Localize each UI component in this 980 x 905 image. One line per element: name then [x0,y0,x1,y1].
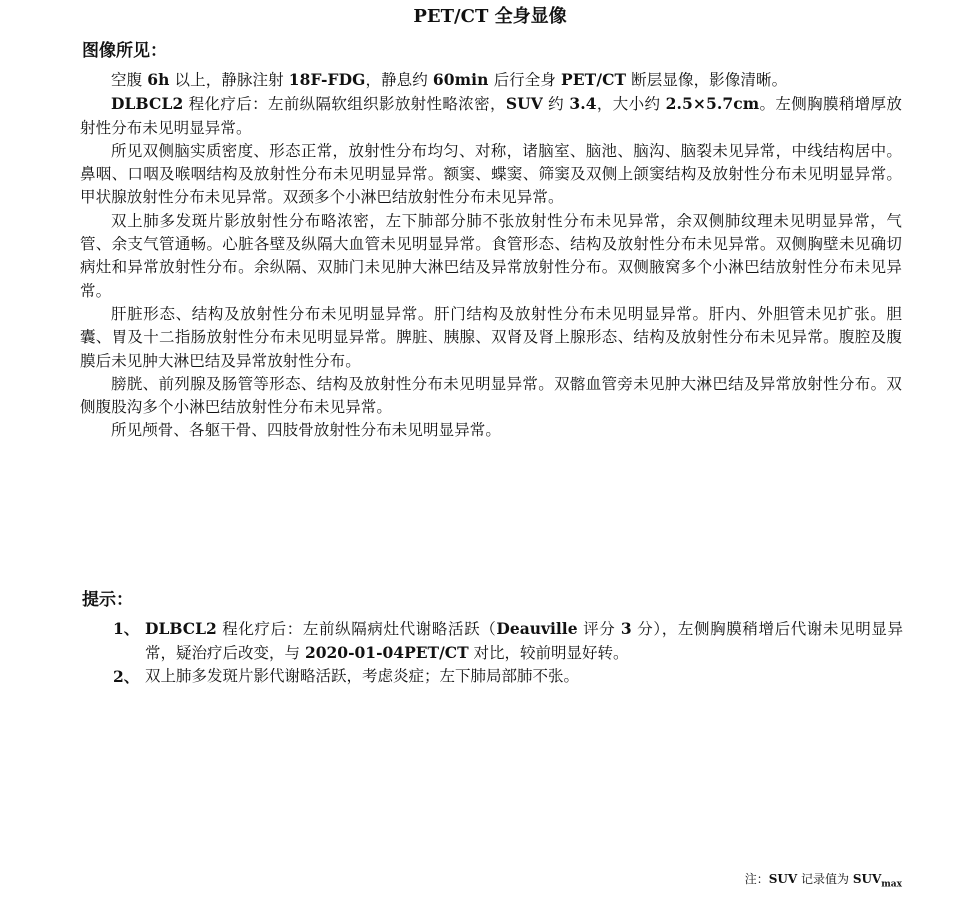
footnote-metric: SUV [768,872,798,886]
bold-run: 2020-01-04PET/CT [304,643,469,662]
bold-run: 3 [620,619,632,638]
bold-run: 18F-FDG [288,70,366,89]
text-run: 分），左侧胸膜稍增后代谢未见明显异常，疑治疗后改变，与 [145,620,903,662]
bold-run: DLBCL2 [111,94,184,114]
text-run: 膀胱、前列腺及肠管等形态、结构及放射性分布未见明显异常。双髂血管旁未见肿大淋巴结及异常放射性分布。双侧腹股沟多个小淋巴结放射性分布未见异常。 [80,374,902,417]
hint-item [113,617,903,665]
bold-run: 2.5×5.7cm [665,94,760,114]
text-run: 程化疗后：左前纵隔软组织影放射性略浓密， [183,95,506,114]
hint-text [145,665,903,688]
text-run: ，静息约 [365,71,433,89]
report-title: PET/CT 全身显像 [413,6,567,27]
footnote-middle: 记录值为 [797,872,853,886]
text-run: 评分 [577,620,621,638]
findings-heading: 图像所见： [82,41,167,61]
bold-run: 6h [147,70,170,89]
hint-heading: 提示： [82,590,133,610]
bold-run: DLBCL2 [145,619,217,638]
bold-run: 3.4 [569,94,597,114]
hint-text [145,617,903,665]
findings-paragraph [80,68,902,92]
text-run: 双上肺多发斑片影代谢略活跃，考虑炎症；左下肺局部肺不张。 [145,667,580,685]
hint-number: 1、 [113,619,140,638]
text-run: 所见双侧脑实质密度、形态正常，放射性分布均匀、对称，诸脑室、脑池、脑沟、脑裂未见异常，中线结构居中。鼻咽、口咽及喉咽结构及放射性分布未见明显异常。额窦、蝶窦、筛窦及双侧上颌窦结构及放射性分布未见明显异常。甲状腺放射性分布未见异常。双颈多个小淋巴结放射性分布未见异常。 [80,141,902,207]
findings-paragraph [80,140,902,210]
findings-paragraph [80,419,902,442]
bold-run: 60min [432,70,489,89]
findings-paragraph [80,210,902,303]
text-run: 空腹 [111,71,148,89]
footnote-subscript: max [881,879,902,890]
text-run: ，大小约 [596,95,666,114]
footnote-metric-max: SUV [852,872,882,886]
findings-paragraph [80,92,902,140]
hint-number: 2、 [113,667,140,686]
text-run: 双上肺多发斑片影放射性分布略浓密，左下肺部分肺不张放射性分布未见异常，余双侧肺纹理未见明显异常，气管、余支气管通畅。心脏各壁及纵隔大血管未见明显异常。食管形态、结构及放射性分布未见异常。双侧胸壁未见确切病灶和异常放射性分布。余纵隔、双肺门未见肿大淋巴结及异常放射性分布。双侧腋窝多个小淋巴结放射性分布未见异常。 [80,211,902,300]
text-run: 程化疗后：左前纵隔病灶代谢略活跃（ [216,620,497,638]
text-run: 。左侧胸膜稍增厚放射性分布未见明显异常。 [80,95,902,137]
hint-list [113,617,903,688]
footnote [745,871,902,892]
text-run: 约 [542,95,570,114]
hint-item [113,665,903,688]
findings-paragraph [80,373,902,420]
text-run: 后行全身 [488,71,562,89]
bold-run: SUV [505,94,543,114]
text-run: 肝脏形态、结构及放射性分布未见明显异常。肝门结构及放射性分布未见明显异常。肝内、外胆管未见扩张。胆囊、胃及十二指肠放射性分布未见明显异常。脾脏、胰腺、双肾及肾上腺形态、结构及放射性分布未见异常。腹腔及腹膜后未见肿大淋巴结及异常放射性分布。 [80,304,902,370]
text-run: 所见颅骨、各躯干骨、四肢骨放射性分布未见明显异常。 [111,421,502,440]
text-run: 断层显像，影像清晰。 [626,71,788,89]
text-run: 对比，较前明显好转。 [468,644,629,662]
footnote-prefix: 注： [744,872,769,886]
text-run: 以上，静脉注射 [169,71,289,89]
findings-body [80,68,902,443]
bold-run: PET/CT [561,70,627,89]
bold-run: Deauville [496,619,578,638]
findings-paragraph [80,303,902,373]
